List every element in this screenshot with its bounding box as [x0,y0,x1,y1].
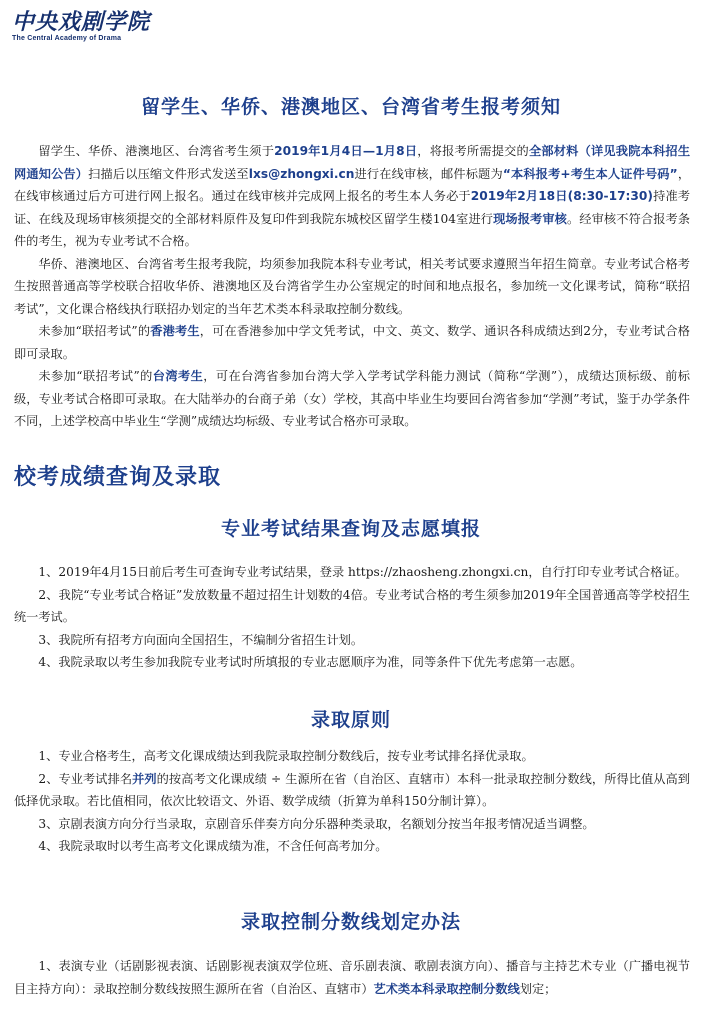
list-item: 1、表演专业（话剧影视表演、话剧影视表演双学位班、音乐剧表演、歌剧表演方向）、播音与主持艺术专业（广播电视节目主持方向）：录取控制分数线按照生源所在省（自治区、直辖市）艺术类本科录取控制分数线划定； [14,959,690,996]
email-link[interactable]: lxs@zhongxi.cn [248,166,355,181]
notice-paragraph-4: 未参加“联招考试”的台湾考生，可在台湾省参加台湾大学入学考试学科能力测试（简称“学测”），成绩达顶标级、前标级，专业考试合格即可录取。在大陆举办的台商子弟（女）学校，其高中毕业生均要回台湾省参加“学测”考试，鉴于办学条件不同，上述学校高中毕业生“学测”成绩达均标级、专业考试合格亦可录取。 [14,369,690,428]
list-item: 3、京剧表演方向分行当录取，京剧音乐伴奏方向分乐器种类录取，名额划分按当年报考情况适当调整。 [38,816,595,831]
list-item: 1、专业合格考生，高考文化课成绩达到我院录取控制分数线后，按专业考试排名择优录取。 [38,749,534,763]
results-list [14,561,690,674]
list-item: 4、我院录取时以考生高考文化课成绩为准，不含任何高考加分。 [38,839,388,853]
list-item: 1、2019年4月15日前后考生可查询专业考试结果，登录 https://zhaosheng.zhongxi.cn，自行打印专业考试合格证。 [38,565,687,579]
logo-en: The Central Academy of Drama [12,35,122,42]
list-item: 4、我院录取以考生参加我院专业考试时所填报的专业志愿顺序为准，同等条件下优先考虑第一志愿。 [38,655,583,669]
notice-paragraph-2: 华侨、港澳地区、台湾省考生报考我院，均须参加我院本科专业考试，相关考试要求遵照当年招生简章。专业考试合格考生按照普通高等学校联合招收华侨、港澳地区及台湾省学生办公室规定的时间和地点报名，参加统一文化课考试，简称“联招考试”，文化课合格线执行联招办划定的当年艺术类本科录取控制分数线。 [14,256,690,316]
notice-paragraph-3: 未参加“联招考试”的香港考生，可在香港参加中学文凭考试，中文、英文、数学、通识各科成绩达到2分，专业考试合格即可录取。 [14,324,690,361]
control-title: 录取控制分数线划定办法 [240,911,461,933]
notice-paragraph-1: 留学生、华侨、港澳地区、台湾省考生须于2019年1月4日—1月8日，将报考所需提交的全部材料（详见我院本科招生网通知公告）扫描后以压缩文件形式发送至lxs@zhongxi.cn进行在线审核，邮件标题为“本科报考+考生本人证件号码”，在线审核通过后方可进行网上报名。通过在线审核并完成网上报名的考生本人务必于2019年2月18日(8:30-17:30)持准考证、在线及现场审核须提交的全部材料原件及复印件到我院东城校区留学生楼104室进行现场报考审核。经审核不符合报考条件的考生，视为专业考试不合格。 [14,144,691,248]
logo [12,10,150,42]
section-title: 校考成绩查询及录取 [14,465,222,490]
principles-list [14,745,690,858]
principles-title: 录取原则 [310,709,391,731]
list-item: 2、专业考试排名并列的按高考文化课成绩 ÷ 生源所在省（自治区、直辖市）本科一批录取控制分数线，所得比值从高到低择优录取。若比值相同，依次比较语文、外语、数学成绩（折算为单科150分制计算）。 [14,771,690,808]
list-item: 2、我院“专业考试合格证”发放数量不超过招生计划数的4倍。专业考试合格的考生须参加2019年全国普通高等学校招生统一考试。 [14,587,690,624]
results-title: 专业考试结果查询及志愿填报 [220,518,481,540]
notice-title: 留学生、华侨、港澳地区、台湾省考生报考须知 [140,96,561,118]
notice-body [14,140,690,433]
control-list [14,955,690,1000]
list-item: 3、我院所有招考方向面向全国招生，不编制分省招生计划。 [38,632,364,647]
logo-cn: 中央戏剧学院 [12,9,151,35]
